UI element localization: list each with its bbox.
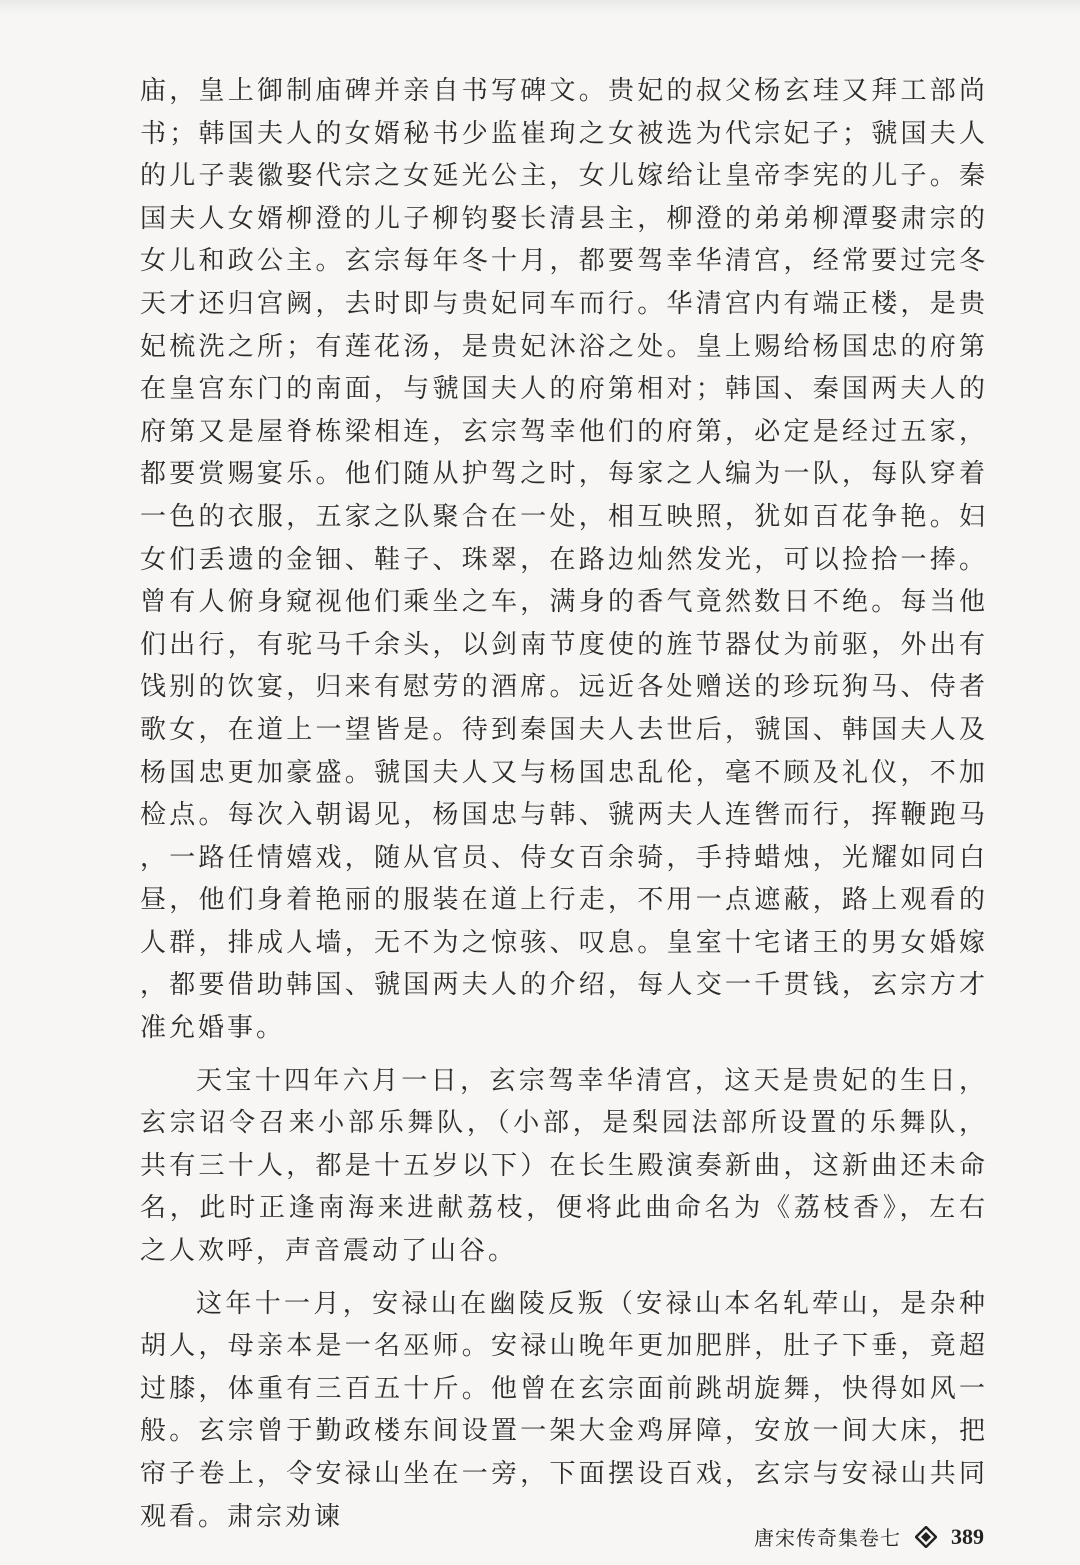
page-top-edge — [0, 0, 1080, 14]
paragraph-continued: 庙，皇上御制庙碑并亲自书写碑文。贵妃的叔父杨玄珪又拜工部尚书；韩国夫人的女婿秘书少监崔珣之女被选为代宗妃子；虢国夫人的儿子裴徽娶代宗之女延光公主，女儿嫁给让皇帝李宪的儿子。秦国夫人女婿柳澄的儿子柳钧娶长清县主，柳澄的弟弟柳潭娶肃宗的女儿和政公主。玄宗每年冬十月，都要驾幸华清宫，经常要过完冬天才还归宫阙，去时即与贵妃同车而行。华清宫内有端正楼，是贵妃梳洗之所；有莲花汤，是贵妃沐浴之处。皇上赐给杨国忠的府第在皇宫东门的南面，与虢国夫人的府第相对；韩国、秦国两夫人的府第又是屋脊栋梁相连，玄宗驾幸他们的府第，必定是经过五家，都要赏赐宴乐。他们随从护驾之时，每家之人编为一队，每队穿着一色的衣服，五家之队聚合在一处，相互映照，犹如百花争艳。妇女们丢遗的金钿、鞋子、珠翠，在路边灿然发光，可以捡拾一捧。曾有人俯身窥视他们乘坐之车，满身的香气竟然数日不绝。每当他们出行，有驼马千余头，以剑南节度使的旌节器仗为前驱，外出有饯别的饮宴，归来有慰劳的酒席。远近各处赠送的珍玩狗马、侍者歌女，在道上一望皆是。待到秦国夫人去世后，虢国、韩国夫人及杨国忠更加豪盛。虢国夫人又与杨国忠乱伦，毫不顾及礼仪，不加检点。每次入朝谒见，杨国忠与韩、虢两夫人连辔而行，挥鞭跑马，一路任情嬉戏，随从官员、侍女百余骑，手持蜡烛，光耀如同白昼，他们身着艳丽的服装在道上行走，不用一点遮蔽，路上观看的人群，排成人墙，无不为之惊骇、叹息。皇室十宅诸王的男女婚嫁，都要借助韩国、虢国两夫人的介绍，每人交一千贯钱，玄宗方才准允婚事。 — [140, 76, 988, 1044]
page-number: 389 — [951, 1523, 984, 1549]
body-text — [140, 70, 988, 1538]
page-footer — [754, 1522, 984, 1551]
diamond-ornament-icon — [915, 1526, 937, 1548]
paragraph-an-lushan: 这年十一月，安禄山在幽陵反叛（安禄山本名轧荦山，是杂种胡人，母亲本是一名巫师。安禄山晚年更加肥胖，肚子下垂，竟超过膝，体重有三百五十斤。他曾在玄宗面前跳胡旋舞，快得如风一般。玄宗曾于勤政楼东间设置一架大金鸡屏障，安放一间大床，把帘子卷上，令安禄山坐在一旁，下面摆设百戏，玄宗与安禄山共同观看。肃宗劝谏 — [140, 1288, 988, 1532]
running-title: 唐宋传奇集卷七 — [754, 1526, 901, 1550]
paragraph-tianbao: 天宝十四年六月一日，玄宗驾幸华清宫，这天是贵妃的生日，玄宗诏令召来小部乐舞队，（小部，是梨园法部所设置的乐舞队，共有三十人，都是十五岁以下）在长生殿演奏新曲，这新曲还未命名，此时正逢南海来进献荔枝，便将此曲命名为《荔枝香》，左右之人欢呼，声音震动了山谷。 — [140, 1065, 988, 1267]
